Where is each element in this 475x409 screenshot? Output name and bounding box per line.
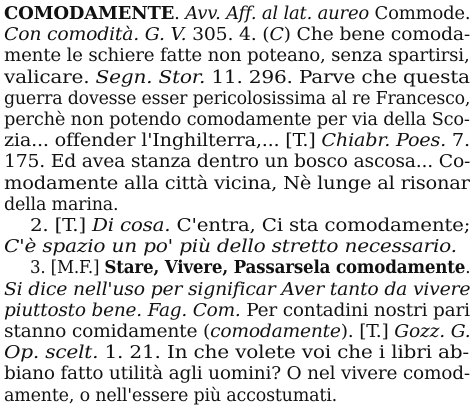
text-run: biano fatto utilità agli uomini? O nel vivere comod- [4,364,470,385]
sense-3-line [4,301,470,321]
text-run: 2. [T.] [30,216,93,236]
italic-text: Chiabr. Poes. [321,131,447,152]
entry-line [4,131,470,151]
italic-text: comodamente [210,322,341,342]
text-run: 1. 21. In che volete voi che i libri ab- [98,343,469,364]
text-run: . [174,4,186,24]
text-run: guerra dovesse esser pericolosissima al re Francesco, [4,88,471,109]
sense-3-line [30,258,470,278]
sense-3-line [4,364,470,384]
sense-2-line [4,237,457,257]
entry-line [4,174,470,194]
sense-3-line [4,322,470,342]
entry-line [4,89,470,109]
entry-line [4,4,470,24]
sense-3-line [4,386,337,406]
text-run: 7. [446,131,470,152]
entry-line [4,25,470,45]
italic-text: Gozz. G. [394,322,471,342]
entry-line [4,152,470,172]
text-run: ). [T.] [340,322,395,342]
text-run: stanno comidamente ( [4,322,211,342]
text-run: zia... offender l'Inghilterra,... [T.] [4,131,322,152]
italic-text: C [269,25,284,46]
text-run: amente, o nell'essere più accostumati. [4,385,337,406]
entry-line [4,110,470,130]
text-run: Commode. [369,4,471,24]
entry-line [4,46,470,66]
sense-3-line [4,343,469,363]
italic-text: Avv. Aff. al lat. aureo [185,4,370,24]
text-run: Per contadini nostri pari [240,300,470,321]
entry-line [4,68,470,88]
text-run: modamente alla città vicina, Nè lunge al risonar [4,173,470,194]
text-run: . [465,258,471,279]
text-run: della marina. [4,194,119,215]
sense-2-line [30,216,470,236]
italic-text: Segn. Stor. [95,67,206,88]
text-run: 305. 4. ( [186,25,270,46]
italic-text: Di cosa. [92,216,171,236]
text-run: mente le schiere fatte non poteano, senza spartirsi, [4,46,470,67]
text-run: perchè non potendo comodamente per via della Sco- [4,110,470,130]
text-run: 3. [M.F.] [30,258,105,279]
text-run: valicare. [4,67,96,88]
text-run: 175. Ed avea stanza dentro un bosco ascosa... Co- [4,152,471,173]
entry-line [4,195,118,215]
text-run: 11. 296. Parve che questa [205,67,470,88]
bold-text: COMODAMENTE [4,4,175,24]
italic-text: Con comodità. G. V. [4,25,187,46]
bold-text: Stare, Vivere, Passarsela comodamente [104,258,466,279]
italic-text: C'è spazio un po' più dello stretto necessario. [4,237,457,258]
text-run: ) Che bene comoda- [283,25,470,46]
sense-3-line [4,280,470,300]
text-run: C'entra, Ci sta comodamente; [170,216,471,236]
italic-text: Si dice nell'uso per significar Aver tanto da vivere [4,279,471,300]
italic-text: piuttosto bene. Fag. Com. [4,300,241,321]
italic-text: Op. scelt. [4,343,99,364]
